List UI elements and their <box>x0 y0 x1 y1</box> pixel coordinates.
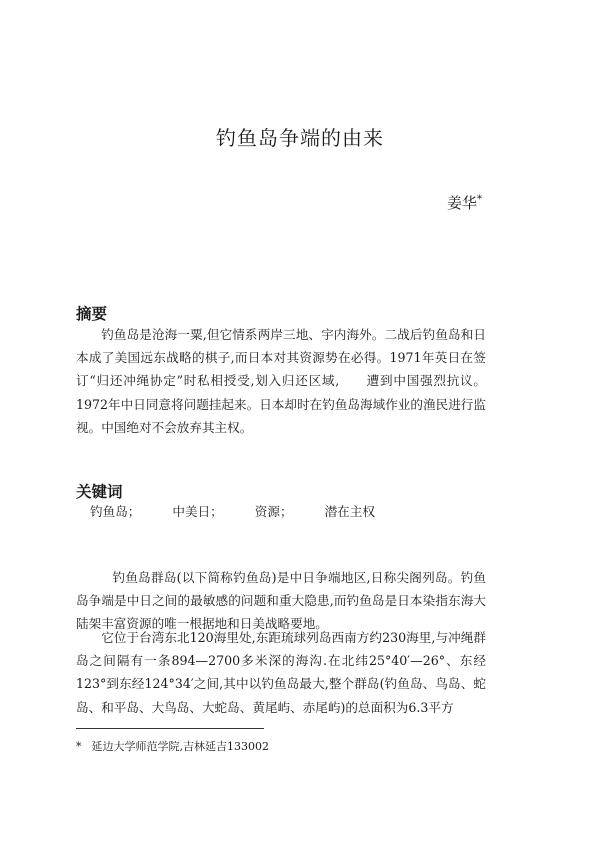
author-footnote-mark: * <box>477 194 482 205</box>
abstract-heading: 摘要 <box>76 305 108 323</box>
abstract-text: 钓鱼岛是沧海一粟,但它情系两岸三地、宇内海外。二战后钓鱼岛和日本成了美国远东战略的棋子,而日本对其资源势在必得。1971年英日在签订“归还冲绳协定”时私相授受,划入归还区域, 遭到中国强烈抗议。1972年中日同意将问题挂起来。日本却时在钓鱼岛海域作业的渔民进行监视。中国绝对不会放弃其主权。 <box>76 327 486 435</box>
author-name: 姜华 <box>446 194 477 212</box>
body-paragraph: 它位于台湾东北120海里处,东距琉球列岛西南方约230海里,与冲绳群岛之间隔有一条894—2700多米深的海沟.在北纬25°40′—26°、东经123°到东经124°34′之间,其中以钓鱼岛最大,整个群岛(钓鱼岛、鸟岛、蛇岛、和平岛、大鸟岛、大蛇岛、黄尾屿、赤尾屿)的总面积为6.3平方 <box>76 630 486 715</box>
body-paragraph: 钓鱼岛群岛(以下简称钓鱼岛)是中日争端地区,日称尖阁列岛。钓鱼岛争端是中日之间的最敏感的问题和重大隐患,而钓鱼岛是日本染指东海大陆架丰富资源的唯一根据地和日美战略要地。 <box>76 570 486 632</box>
footnote-divider <box>76 728 264 729</box>
author-line <box>447 192 482 213</box>
keyword-item: 中美日； <box>172 504 223 519</box>
keywords-heading: 关键词 <box>76 483 123 501</box>
footnote <box>76 738 269 754</box>
paper-title: 钓鱼岛争端的由来 <box>216 126 384 150</box>
keyword-item: 潜在主权 <box>324 504 375 519</box>
keyword-item: 资源； <box>254 504 293 519</box>
footnote-text: 延边大学师范学院,吉林延吉133002 <box>91 740 269 753</box>
keyword-item: 钓鱼岛； <box>90 504 141 519</box>
keywords-list <box>90 500 403 523</box>
footnote-mark: * <box>76 740 82 753</box>
